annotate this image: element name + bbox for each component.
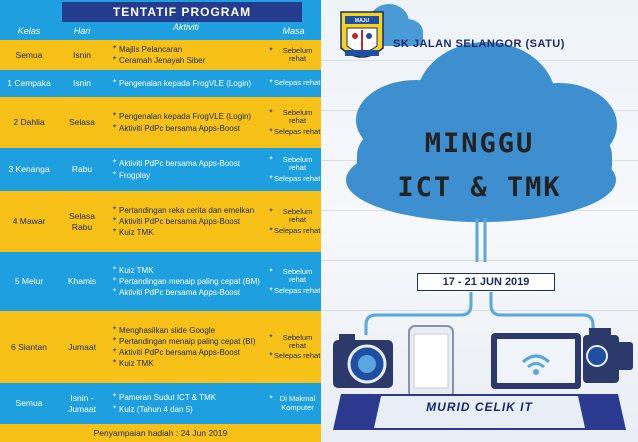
activity-text: Kuiz TMK: [119, 359, 154, 369]
activity-item: [112, 206, 254, 215]
activity-item: [112, 288, 240, 297]
time-item: [268, 47, 321, 64]
kelas-cell: 6 Siantan: [11, 341, 47, 352]
header-kelas: Kelas: [17, 26, 41, 36]
aktiviti-cell: [106, 97, 266, 148]
bullet-icon: ✦: [112, 123, 118, 130]
table-header: [0, 22, 321, 40]
activity-text: Pertandingan menaip paling cepat (BI): [119, 336, 256, 346]
activity-item: [112, 228, 154, 237]
activity-item: [112, 124, 240, 133]
video-camera-icon: [583, 328, 633, 383]
activity-text: Kuiz (Tahun 4 dan 5): [119, 404, 193, 414]
program-banner: TENTATIF PROGRAM: [62, 2, 302, 22]
activity-item: [112, 217, 240, 226]
hari-cell: Khamis: [67, 276, 97, 287]
kelas-cell: 2 Dahlia: [13, 117, 45, 128]
activity-item: [112, 348, 240, 357]
activity-text: Majlis Pelancaran: [119, 44, 183, 54]
bullet-icon: ✦: [112, 265, 118, 272]
time-text: Selepas rehat: [274, 126, 321, 136]
activity-text: Kuiz TMK: [119, 265, 154, 275]
time-text: Sebelum rehat: [282, 45, 313, 63]
aktiviti-cell: [106, 70, 266, 97]
schedule-row: [0, 148, 321, 191]
schedule-row: [0, 311, 321, 383]
kelas-cell: Semua: [15, 49, 43, 60]
bullet-icon: ✦: [112, 404, 118, 411]
bullet-icon: ✦: [268, 226, 274, 233]
schedule-rows: [0, 40, 321, 424]
time-text: Sebelum rehat: [282, 332, 313, 350]
schedule-row: [0, 252, 321, 311]
activity-text: Pertandingan reka cerita dan emelkan: [119, 205, 255, 215]
bullet-icon: ✦: [268, 46, 274, 53]
poster-illustration: [321, 0, 638, 442]
time-item: [268, 287, 320, 295]
time-item: [268, 352, 320, 360]
activity-item: [112, 405, 193, 414]
masa-cell: [266, 70, 321, 97]
activity-text: Pengenalan kepada FrogVLE (Login): [119, 78, 252, 88]
time-text: Di Makmal Komputer: [279, 394, 316, 412]
bullet-icon: ✦: [268, 352, 274, 359]
schedule-row: [0, 40, 321, 70]
schedule-row: [0, 70, 321, 97]
bullet-icon: ✦: [112, 336, 118, 343]
hari-cell: Jumaat: [68, 341, 96, 352]
activity-item: [112, 56, 205, 65]
activity-text: Menghasilkan slide Google: [119, 325, 216, 335]
kelas-cell: 4 Mawar: [12, 216, 46, 227]
kelas-cell: Semua: [15, 398, 43, 409]
bullet-icon: ✦: [268, 395, 274, 402]
bullet-icon: ✦: [268, 286, 274, 293]
activity-item: [112, 277, 260, 286]
masa-cell: [266, 252, 321, 311]
activity-item: [112, 171, 150, 180]
activity-text: Aktiviti PdPc bersama Apps-Boost: [119, 216, 240, 226]
bullet-icon: ✦: [268, 333, 274, 340]
header-masa: Masa: [282, 26, 305, 36]
time-item: [268, 156, 321, 173]
hari-cell: Isnin: [73, 78, 91, 89]
poster-title-line2: ICT & TMK: [397, 172, 562, 203]
bullet-icon: ✦: [112, 216, 118, 223]
time-text: Selepas rehat: [274, 78, 321, 88]
activity-item: [112, 45, 182, 54]
time-item: [268, 208, 321, 225]
activity-text: Kuiz TMK: [119, 228, 154, 238]
schedule-row: [0, 383, 321, 424]
prize-giving-note: Penyampaian hadiah : 24 Jun 2019: [0, 424, 321, 442]
activity-item: [112, 159, 240, 168]
bullet-icon: ✦: [268, 127, 274, 134]
bullet-icon: ✦: [112, 288, 118, 295]
kelas-cell: 3 Kenanga: [8, 164, 50, 175]
bullet-icon: ✦: [112, 393, 118, 400]
hari-cell: Isnin: [73, 49, 91, 60]
time-item: [268, 268, 321, 285]
time-item: [268, 334, 321, 351]
bullet-icon: ✦: [112, 56, 118, 62]
bullet-icon: ✦: [112, 359, 118, 366]
header-aktiviti: Aktiviti: [172, 22, 199, 32]
kelas-cell: 5 Melur: [14, 276, 44, 287]
event-date: 17 - 21 JUN 2019: [417, 273, 555, 291]
time-text: Sebelum rehat: [282, 108, 313, 126]
bullet-icon: ✦: [268, 208, 274, 215]
activity-text: Pertandingan menaip paling cepat (BM): [119, 276, 260, 286]
poster-title-line1: MINGGU: [424, 128, 535, 159]
activity-text: Aktiviti PdPc bersama Apps-Boost: [119, 348, 240, 357]
activity-item: [112, 337, 256, 346]
time-text: Selepas rehat: [274, 285, 321, 295]
time-text: Sebelum rehat: [282, 155, 313, 173]
aktiviti-cell: [106, 383, 266, 424]
activity-text: Frogplay: [119, 170, 151, 180]
aktiviti-cell: [106, 148, 266, 191]
masa-cell: [266, 148, 321, 191]
bullet-icon: ✦: [112, 276, 118, 283]
bullet-icon: ✦: [268, 79, 274, 86]
bullet-icon: ✦: [112, 170, 118, 177]
activity-text: Pameran Sudut ICT & TMK: [119, 393, 217, 403]
time-item: [268, 395, 321, 412]
activity-text: Aktiviti PdPc bersama Apps-Boost: [119, 159, 240, 169]
masa-cell: [266, 311, 321, 383]
monitor-icon: [491, 333, 581, 389]
bullet-icon: ✦: [268, 156, 274, 163]
connector-line: [491, 292, 593, 335]
activity-text: Aktiviti PdPc bersama Apps-Boost: [119, 123, 240, 133]
bullet-icon: ✦: [112, 348, 118, 354]
activity-text: Pengenalan kepada FrogVLE (Login): [119, 112, 252, 122]
bullet-icon: ✦: [112, 205, 118, 212]
bullet-icon: ✦: [268, 268, 274, 275]
hari-cell: Selasa: [69, 117, 95, 128]
masa-cell: [266, 97, 321, 148]
activity-item: [112, 112, 251, 121]
hari-cell: Selasa Rabu: [69, 211, 95, 232]
aktiviti-cell: [106, 40, 266, 70]
hari-cell: Rabu: [71, 164, 93, 175]
masa-cell: [266, 40, 321, 70]
time-text: Selepas rehat: [274, 351, 321, 361]
event-poster: [321, 0, 638, 442]
hari-cell: Isnin - Jumaat: [68, 393, 96, 414]
aktiviti-cell: [106, 311, 266, 383]
camera-icon: [333, 334, 393, 388]
bullet-icon: ✦: [112, 112, 118, 119]
header-hari: Hari: [73, 26, 91, 36]
phone-icon: [409, 326, 453, 398]
aktiviti-cell: [106, 191, 266, 252]
time-item: [268, 109, 321, 126]
time-item: [268, 227, 320, 235]
bullet-icon: ✦: [112, 159, 118, 166]
masa-cell: [266, 191, 321, 252]
activity-item: [112, 326, 215, 335]
aktiviti-cell: [106, 252, 266, 311]
time-text: Sebelum rehat: [282, 267, 313, 285]
bullet-icon: ✦: [112, 228, 118, 235]
slogan: MURID CELIK IT: [426, 400, 533, 414]
school-name: SK JALAN SELANGOR (SATU): [393, 38, 565, 50]
activity-item: [112, 393, 216, 402]
time-item: [268, 175, 320, 183]
activity-text: Ceramah Jenayah Siber: [119, 56, 206, 65]
time-text: Selepas rehat: [274, 173, 321, 183]
schedule-row: [0, 191, 321, 252]
masa-cell: [266, 383, 321, 424]
bullet-icon: ✦: [112, 325, 118, 332]
bullet-icon: ✦: [112, 44, 118, 51]
time-text: Sebelum rehat: [282, 207, 313, 225]
crest-text: MAJU: [354, 18, 370, 24]
time-item: [268, 79, 320, 87]
activity-item: [112, 359, 154, 368]
activity-item: [112, 266, 154, 275]
time-text: Selepas rehat: [274, 225, 321, 235]
activity-text: Aktiviti PdPc bersama Apps-Boost: [119, 288, 240, 298]
bullet-icon: ✦: [112, 78, 118, 85]
kelas-cell: 1 Cempaka: [7, 78, 51, 89]
bullet-icon: ✦: [268, 109, 274, 116]
schedule-row: [0, 97, 321, 148]
bullet-icon: ✦: [268, 174, 274, 181]
activity-item: [112, 79, 251, 88]
time-item: [268, 128, 320, 136]
